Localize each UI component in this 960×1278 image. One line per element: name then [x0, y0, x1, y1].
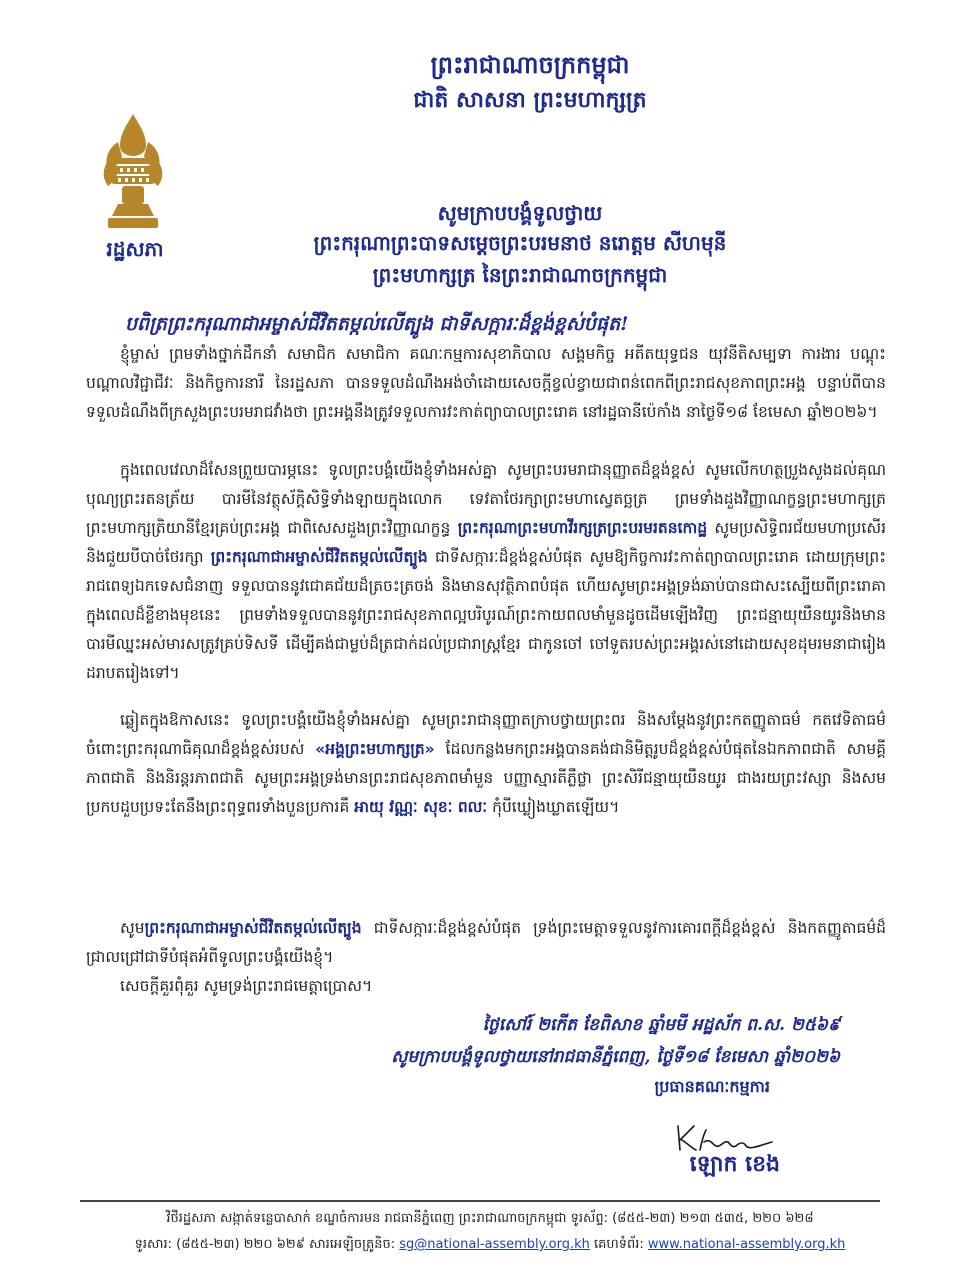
paragraph-text: ក្នុងពេលវេលាដ៏សែនព្រួយបារម្ភនេះ ទូលព្រះបង្គំយើងខ្ញុំទាំងអស់គ្នា សូមព្រះបរមរាជានុញ្ញាតដ៏ខ្ពង់ខ្ពស់ សូមលើកហត្ថប្រួងសួងដល់គុណបុណ្យព្រះរតនត្រ័យ បារមីនៃវត្ថុស័ក្តិសិទ្ធិទាំងឡាយក្នុងលោក ទេវតាថែរក្សាព្រះមហាស្វេតច្ឆត្រ ព្រមទាំងដួងវិញ្ញាណក្ខន្ធព្រះមហាក្សត្រ ព្រះមហាក្សត្រិយានីខ្មែរគ្រប់ព្រះអង្គ ជាពិសេសដួងព្រះវិញ្ញាណក្ខន្ធ [86, 461, 886, 537]
paragraph-text: ឆ្លៀតក្នុងឱកាសនេះ ទូលព្រះបង្គំយើងខ្ញុំទាំងអស់គ្នា សូមព្រះរាជានុញ្ញាតក្រាបថ្វាយព្រះពរ និងសម្ដែងនូវព្រះកតញ្ញូតាធម៌ កតវេទិតាធម៌ ចំពោះព្រះករុណាធិគុណដ៏ខ្ពង់ខ្ពស់របស់ [86, 711, 886, 758]
paragraph-text: ខ្ញុំម្ចាស់ ព្រមទាំងថ្នាក់ដឹកនាំ សមាជិក សមាជិកា គណៈកម្មការសុខាភិបាល សង្គមកិច្ច អតីតយុទ្ធជន យុវនីតិសម្បទា ការងារ បណ្ដុះបណ្ដាលវិជ្ជាជីវៈ និងកិច្ចការនារី នៃរដ្ឋសភា បានទទួលដំណឹងអង់ចាំដោយសេចក្ដីខ្វល់ខ្វាយជាពន់ពេកពីព្រះរាជសុខភាពព្រះអង្គ បន្ទាប់ពីបានទទួលដំណឹងពីក្រសួងព្រះបរមរាជវាំងថា ព្រះអង្គនឹងត្រូវទទួលការវះកាត់ព្យាបាលព្រះរោគ នៅរដ្ឋធានីប៉េកាំង នាថ្ងៃទី១៨ ខែមេសា ឆ្នាំ២០២៦។ [86, 345, 886, 421]
highlight-monarch: «អង្គព្រះមហាក្សត្រ» [315, 740, 435, 758]
body-paragraph-5 [86, 972, 886, 1001]
body-paragraph-2 [86, 456, 886, 688]
paragraph-text: កុំបីឃ្លៀងឃ្លាតឡើយ។ [487, 798, 620, 816]
signatory-role: ប្រធានគណៈកម្មការ [654, 1077, 770, 1096]
footer-divider [80, 1200, 880, 1202]
salutation: បពិត្រព្រះករុណាជាអម្ចាស់ជីវិតតម្កល់លើត្បូង ជាទីសក្ការៈដ៏ខ្ពង់ខ្ពស់បំផុត! [125, 313, 629, 335]
paragraph-text: ដែលកន្លងមកព្រះអង្គបានគង់ជានិមិត្តរូបដ៏ខ្ពង់ខ្ពស់បំផុតនៃឯកភាពជាតិ សាមគ្គីភាពជាតិ និងនិរន្តរភាពជាតិ សូមព្រះអង្គទ្រង់មានព្រះរាជសុខភាពមាំមួន បញ្ញាស្មារតីភ្លឺថ្លា ព្រះសិរីជន្មាយុយឺនយូរ ជាងរយព្រះវស្សា និងសមប្រកបដួបប្រទះតែនឹងព្រះពុទ្ធពរទាំងបួនប្រការគឺ [86, 740, 887, 816]
paragraph-text: សូមប្រសិទ្ធិពរជ័យមហាប្រសើរនិងជួយបីបាច់ថែរក្សា [86, 519, 886, 566]
footer-address: វិថីរដ្ឋសភា សង្កាត់ទន្លេបាសាក់ ខណ្ឌចំការមន រាជធានីភ្នំពេញ ព្រះរាជាណាចក្រកម្ពុជា ទូរស័ព្ទ: (៨៥៥-២៣) ២១៣ ៥៣៥, ២២០ ៦២៨ [166, 1211, 814, 1226]
body-paragraph-3 [86, 706, 886, 822]
signatory-name: ឡោក ខេង [689, 1151, 780, 1177]
place-date: សូមក្រាបបង្គំទូលថ្វាយនៅរាជធានីភ្នំពេញ, ថ្ងៃទី១៨ ខែមេសា ឆ្នាំ២០២៦ [391, 1047, 840, 1067]
address-line-2: ព្រះករុណាព្រះបាទសម្ដេចព្រះបរមនាថ នរោត្តម សីហមុនី [313, 231, 727, 255]
paragraph-text: ជាទីសក្ការៈដ៏ខ្ពង់ខ្ពស់បំផុត ទ្រង់ព្រះមេត្តាទទួលនូវការគោរពក្ដីដ៏ខ្ពង់ខ្ពស់ និងកតញ្ញូតាធម៌ដ៏ជ្រាលជ្រៅជាទីបំផុតអំពីទូលព្រះបង្គំយើងខ្ញុំ។ [86, 919, 886, 966]
national-motto: ជាតិ សាសនា ព្រះមហាក្សត្រ [413, 87, 647, 113]
institution-label: រដ្ឋសភា [106, 237, 164, 261]
paragraph-text: សូម [120, 919, 145, 937]
footer-contacts [100, 1236, 880, 1255]
highlight-king-father: ព្រះករុណាព្រះមហាវីរក្សត្រព្រះបរមរតនកោដ្ឋ [457, 519, 708, 537]
website-link[interactable]: www.national-assembly.org.kh [647, 1237, 846, 1252]
paragraph-text: ជាទីសក្ការៈដ៏ខ្ពង់ខ្ពស់បំផុត សូមឱ្យកិច្ចការវះកាត់ព្យាបាលព្រះរោគ ដោយក្រុមព្រះរាជពេទ្យឯកទេសជំនាញ ទទួលបាននូវជោគជ័យដ៏ត្រចះត្រចង់ និងមានសុវត្ថិភាពបំផុត ហើយសូមព្រះអង្គទ្រង់ឆាប់បានជាសះស្បើយពីព្រះរោគា ក្នុងពេលដ៏ខ្លីខាងមុខនេះ ព្រមទាំងទទួលបាននូវព្រះរាជសុខភាពល្អបរិបូរណ៍ព្រះកាយពលមាំមួនដូចដើមឡើងវិញ ព្រះជន្មាយុយឺនយូរនិងមានបារមីឈ្នះអស់មារសត្រូវគ្រប់ទិសទី ដើម្បីគង់ជាម្លប់ដ៏ត្រជាក់ដល់ប្រជារាស្ត្រខ្មែរ ជាកូនចៅ ចៅទួតរបស់ព្រះអង្គរស់នៅដោយសុខដុមរមនាជារៀងដរាបតរៀងទៅ។ [86, 548, 887, 682]
paragraph-text: សេចក្ដីគួរពុំគួរ សូមទ្រង់ព្រះរាជមេត្តាប្រោស។ [120, 977, 373, 995]
kingdom-heading: ព្រះរាជាណាចក្រកម្ពុជា [430, 50, 630, 79]
highlight-king-title: ព្រះករុណាជាអម្ចាស់ជីវិតតម្កល់លើត្បូង [144, 919, 362, 937]
address-line-1: សូមក្រាបបង្គំទូលថ្វាយ [437, 201, 603, 225]
national-assembly-emblem-icon [98, 112, 168, 232]
address-line-3: ព្រះមហាក្សត្រ នៃព្រះរាជាណាចក្រកម្ពុជា [372, 263, 668, 287]
footer-fax: ទូរសារ: (៨៥៥-២៣) ២២០ ៦២៩ សារអេឡិចត្រូនិច: [134, 1237, 400, 1252]
body-paragraph-1 [86, 340, 886, 427]
body-paragraph-4 [86, 914, 886, 972]
email-link[interactable]: sg@national-assembly.org.kh [399, 1237, 590, 1252]
footer-web-label: គេហទំព័រ: [589, 1237, 648, 1252]
highlight-blessings: អាយុ វណ្ណៈ សុខៈ ពលៈ [354, 798, 488, 816]
highlight-king-title: ព្រះករុណាជាអម្ចាស់ជីវិតតម្កល់លើត្បូង [210, 548, 428, 566]
lunar-date: ថ្ងៃសៅរ៍ ២កើត ខែពិសាខ ឆ្នាំមមី អដ្ឋស័ក ព.ស. ២៥៦៩ [482, 1015, 840, 1035]
